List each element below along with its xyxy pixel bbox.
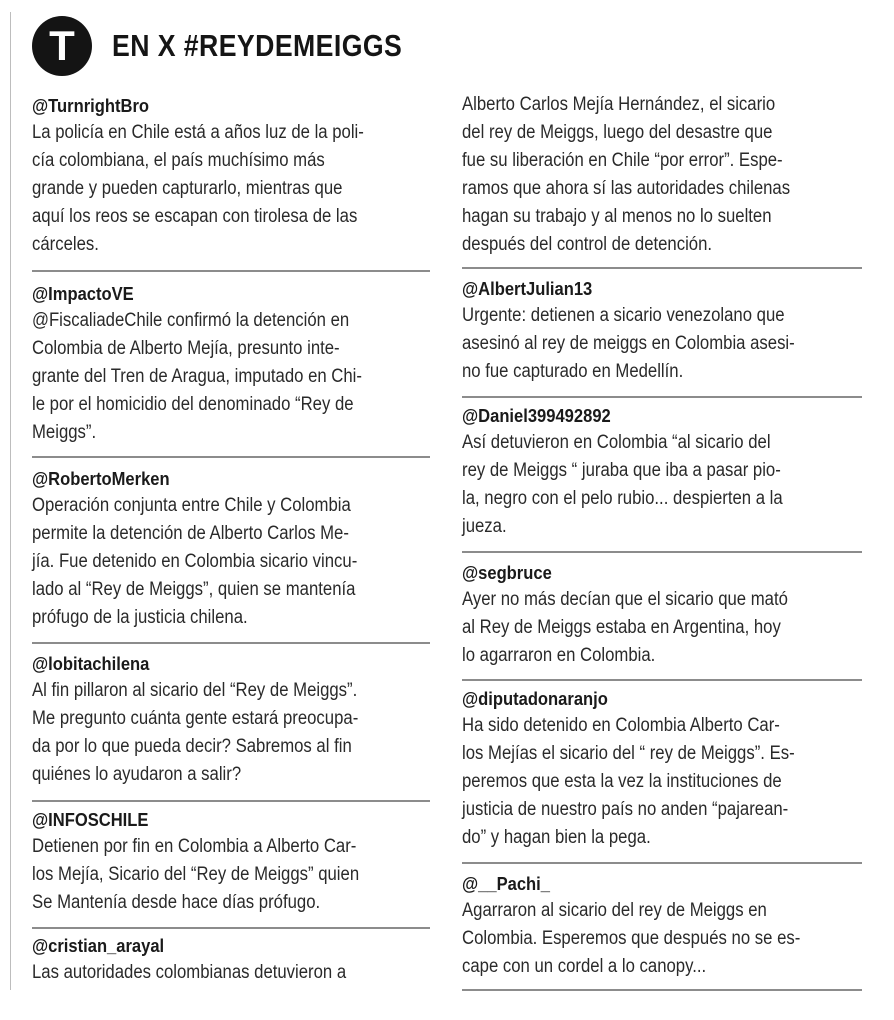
- tweet-line: Las autoridades colombianas detuvieron a: [32, 962, 347, 983]
- tweet-card-continued: [462, 91, 860, 259]
- tweet-text: [462, 429, 860, 541]
- tweet-line: le por el homicidio del denominado “Rey de: [32, 394, 354, 415]
- tweet-divider: [32, 456, 430, 458]
- tweet-line: cía colombiana, el país muchísimo más: [32, 150, 325, 171]
- tweet-line: La policía en Chile está a años luz de la poli-: [32, 122, 364, 143]
- tweet-card: [462, 277, 860, 386]
- tweet-handle[interactable]: @ImpactoVE: [32, 284, 134, 304]
- tweet-line: después del control de detención.: [462, 234, 713, 255]
- tweet-card: [32, 94, 430, 259]
- tweet-line: Me pregunto cuánta gente estará preocupa-: [32, 708, 359, 729]
- tweet-divider: [462, 267, 862, 269]
- tweet-divider: [462, 862, 862, 864]
- tweet-divider: [462, 989, 862, 991]
- tweet-line: Operación conjunta entre Chile y Colombia: [32, 495, 351, 516]
- tweet-card: [32, 934, 430, 987]
- tweet-line: Agarraron al sicario del rey de Meiggs en: [462, 900, 767, 921]
- tweet-line: justicia de nuestro país no anden “pajarean-: [462, 799, 789, 820]
- tweet-line: da por lo que pueda decir? Sabremos al fin: [32, 736, 352, 757]
- tweet-card: [462, 872, 860, 981]
- tweet-divider: [32, 927, 430, 929]
- tweet-line: fue su liberación en Chile “por error”. Espe-: [462, 150, 783, 171]
- tweet-line: grande y pueden capturarlo, mientras que: [32, 178, 343, 199]
- tweet-handle[interactable]: @segbruce: [462, 563, 552, 583]
- tweet-text: [32, 307, 430, 447]
- tweet-line: Urgente: detienen a sicario venezolano que: [462, 305, 785, 326]
- tweet-line: Ayer no más decían que el sicario que mató: [462, 589, 788, 610]
- section-title: EN X #REYDEMEIGGS: [112, 28, 403, 63]
- tweet-handle[interactable]: @__Pachi_: [462, 874, 550, 894]
- tweet-line: los Mejías el sicario del “ rey de Meiggs”. Es-: [462, 743, 795, 764]
- tweet-card: [32, 282, 430, 447]
- tweet-line: jueza.: [462, 516, 507, 537]
- tweet-line: lo agarraron en Colombia.: [462, 645, 656, 666]
- tweet-text: [32, 833, 430, 917]
- tweet-line: grante del Tren de Aragua, imputado en Chi-: [32, 366, 362, 387]
- tweet-handle[interactable]: @diputadonaranjo: [462, 689, 608, 709]
- section-header: [32, 16, 450, 76]
- tweet-card: [462, 687, 860, 852]
- tweet-card: [32, 808, 430, 917]
- tweet-divider: [462, 551, 862, 553]
- tweet-text: [462, 302, 860, 386]
- tweet-divider: [32, 270, 430, 272]
- tweet-handle[interactable]: @Daniel399492892: [462, 406, 611, 426]
- tweet-line: quiénes lo ayudaron a salir?: [32, 764, 242, 785]
- tweet-text: [462, 897, 860, 981]
- tweet-divider: [462, 396, 862, 398]
- tweet-line: peremos que esta la vez la instituciones de: [462, 771, 782, 792]
- tweet-line: prófugo de la justicia chilena.: [32, 607, 248, 628]
- tweet-line: la, negro con el pelo rubio... despierten a la: [462, 488, 783, 509]
- tweet-handle[interactable]: @INFOSCHILE: [32, 810, 149, 830]
- tweet-line: Se Mantenía desde hace días prófugo.: [32, 892, 321, 913]
- tweet-line: asesinó al rey de meiggs en Colombia asesi-: [462, 333, 795, 354]
- tweet-line: los Mejía, Sicario del “Rey de Meiggs” quien: [32, 864, 360, 885]
- tweet-line: Alberto Carlos Mejía Hernández, el sicario: [462, 94, 776, 115]
- tweet-line: jía. Fue detenido en Colombia sicario vincu-: [32, 551, 358, 572]
- tweet-handle[interactable]: @AlbertJulian13: [462, 279, 593, 299]
- tweet-divider: [32, 800, 430, 802]
- tweet-line: Detienen por fin en Colombia a Alberto Car-: [32, 836, 357, 857]
- tweet-line: Colombia de Alberto Mejía, presunto inte-: [32, 338, 340, 359]
- tweet-text: [462, 586, 860, 670]
- tweet-text: [32, 492, 430, 632]
- tweet-text: [462, 91, 860, 259]
- tweet-text: [32, 119, 430, 259]
- tweet-card: [462, 404, 860, 541]
- tweet-line: lado al “Rey de Meiggs”, quien se mantenía: [32, 579, 356, 600]
- tweet-line: Al fin pillaron al sicario del “Rey de Meiggs”.: [32, 680, 358, 701]
- tweet-divider: [462, 679, 862, 681]
- tweet-line: Así detuvieron en Colombia “al sicario del: [462, 432, 771, 453]
- tweet-line: cárceles.: [32, 234, 99, 255]
- tweet-line: del rey de Meiggs, luego del desastre que: [462, 122, 773, 143]
- tweet-line: cape con un cordel a lo canopy...: [462, 956, 707, 977]
- tweet-divider: [32, 642, 430, 644]
- tweet-line: al Rey de Meiggs estaba en Argentina, hoy: [462, 617, 781, 638]
- tweet-line: rey de Meiggs “ juraba que iba a pasar pio-: [462, 460, 781, 481]
- tweet-text: [32, 677, 430, 789]
- tweet-line: permite la detención de Alberto Carlos Me-: [32, 523, 349, 544]
- tweet-line: do” y hagan bien la pega.: [462, 827, 651, 848]
- t-logo-icon: T: [32, 16, 92, 76]
- tweet-line: @FiscaliadeChile confirmó la detención en: [32, 310, 350, 331]
- tweet-line: aquí los reos se escapan con tirolesa de las: [32, 206, 358, 227]
- tweet-line: no fue capturado en Medellín.: [462, 361, 684, 382]
- left-column-rule: [10, 12, 11, 990]
- tweet-line: Meiggs”.: [32, 422, 97, 443]
- tweet-text: [32, 959, 430, 987]
- tweet-line: Ha sido detenido en Colombia Alberto Car-: [462, 715, 780, 736]
- tweet-handle[interactable]: @cristian_arayal: [32, 936, 165, 956]
- tweet-handle[interactable]: @lobitachilena: [32, 654, 150, 674]
- tweet-text: [462, 712, 860, 852]
- tweet-card: [462, 561, 860, 670]
- tweet-line: hagan su trabajo y al menos no lo suelten: [462, 206, 772, 227]
- tweet-handle[interactable]: @RobertoMerken: [32, 469, 170, 489]
- tweet-card: [32, 467, 430, 632]
- tweet-handle[interactable]: @TurnrightBro: [32, 96, 150, 116]
- tweet-line: ramos que ahora sí las autoridades chilenas: [462, 178, 791, 199]
- tweet-card: [32, 652, 430, 789]
- tweet-line: Colombia. Esperemos que después no se es-: [462, 928, 801, 949]
